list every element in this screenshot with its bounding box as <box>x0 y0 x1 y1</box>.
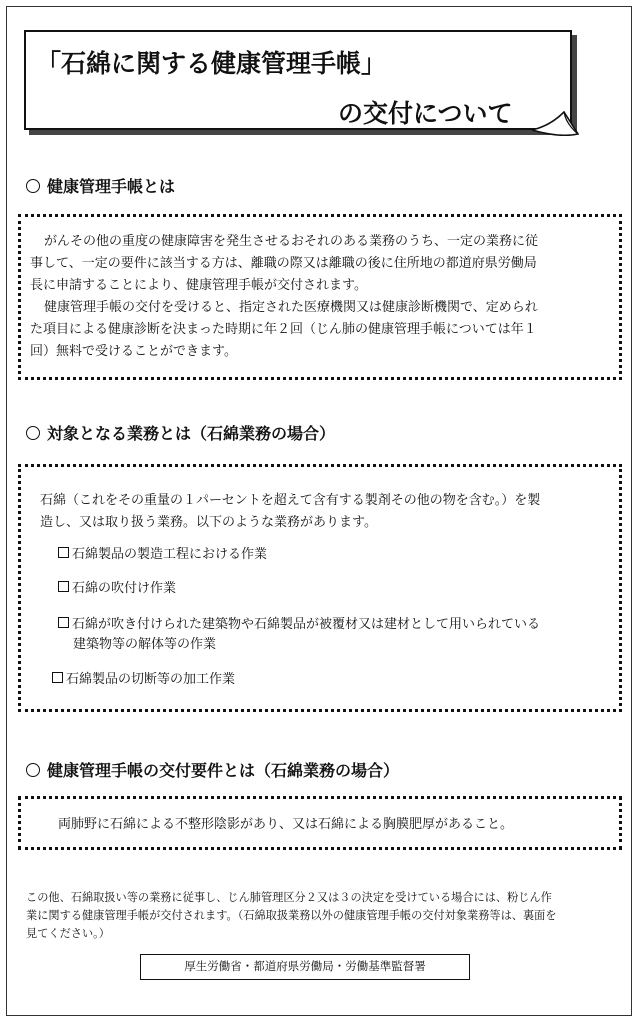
section-2-intro-line-2: 造し、又は取り扱う業務。以下のような業務があります。 <box>40 515 377 530</box>
section-1-line-2: 事して、一定の要件に該当する方は、離職の際又は離職の後に住所地の都道府県労働局 <box>30 256 537 271</box>
note-line-2: 業に関する健康管理手帳が交付されます。（石綿取扱業務以外の健康管理手帳の交付対象業務等は、裏面を <box>26 909 557 922</box>
list-item-text: 石綿製品の切断等の加工作業 <box>66 672 236 687</box>
title-line-1: 「石綿に関する健康管理手帳」 <box>36 49 387 78</box>
checkbox-icon <box>58 581 69 592</box>
section-3-heading-text: 健康管理手帳の交付要件とは（石綿業務の場合） <box>47 761 400 780</box>
section-3-heading <box>26 758 399 781</box>
section-2-heading-text: 対象となる業務とは（石綿業務の場合） <box>47 424 336 443</box>
section-1-line-4: 健康管理手帳の交付を受けると、指定された医療機関又は健康診断機関で、定められ <box>44 300 538 315</box>
list-item-continuation: 建築物等の解体等の作業 <box>73 637 217 652</box>
checkbox-icon <box>58 547 69 558</box>
list-item <box>58 544 267 565</box>
section-1-line-6: 回）無料で受けることができます。 <box>30 344 237 359</box>
list-item-text: 石綿が吹き付けられた建築物や石綿製品が被覆材又は建材として用いられている <box>72 617 541 632</box>
section-1-line-3: 長に申請することにより、健康管理手帳が交付されます。 <box>30 278 367 293</box>
list-item <box>52 669 235 690</box>
list-item-text: 石綿製品の製造工程における作業 <box>72 547 268 562</box>
section-1-heading <box>26 174 175 197</box>
list-item <box>58 578 176 599</box>
checkbox-icon <box>58 617 69 628</box>
section-1-line-1: がんその他の重度の健康障害を発生させるおそれのある業務のうち、一定の業務に従 <box>44 234 539 249</box>
circle-icon <box>26 763 40 777</box>
section-2-intro-line-1: 石綿（これをその重量の１パーセントを超えて含有する製剤その他の物を含む。）を製 <box>40 493 541 508</box>
note-line-3: 見てください。） <box>26 927 110 940</box>
section-1-line-5: た項目による健康診断を決まった時期に年２回（じん肺の健康管理手帳については年１ <box>30 322 537 337</box>
list-item <box>58 614 540 635</box>
note-line-1: この他、石綿取扱い等の業務に従事し、じん肺管理区分２又は３の決定を受けている場合には、粉じん作 <box>26 891 552 904</box>
circle-icon <box>26 426 40 440</box>
checkbox-icon <box>52 672 63 683</box>
footer-authority: 厚生労働省・都道府県労働局・労働基準監督署 <box>140 954 470 980</box>
section-3-body: 両肺野に石綿による不整形陰影があり、又は石綿による胸膜肥厚があること。 <box>58 817 514 832</box>
title-line-2: の交付について <box>338 99 513 128</box>
circle-icon <box>26 179 40 193</box>
section-1-heading-text: 健康管理手帳とは <box>47 177 176 196</box>
list-item-text: 石綿の吹付け作業 <box>72 581 177 596</box>
page-curl-decoration <box>530 104 580 136</box>
section-2-heading <box>26 421 335 444</box>
